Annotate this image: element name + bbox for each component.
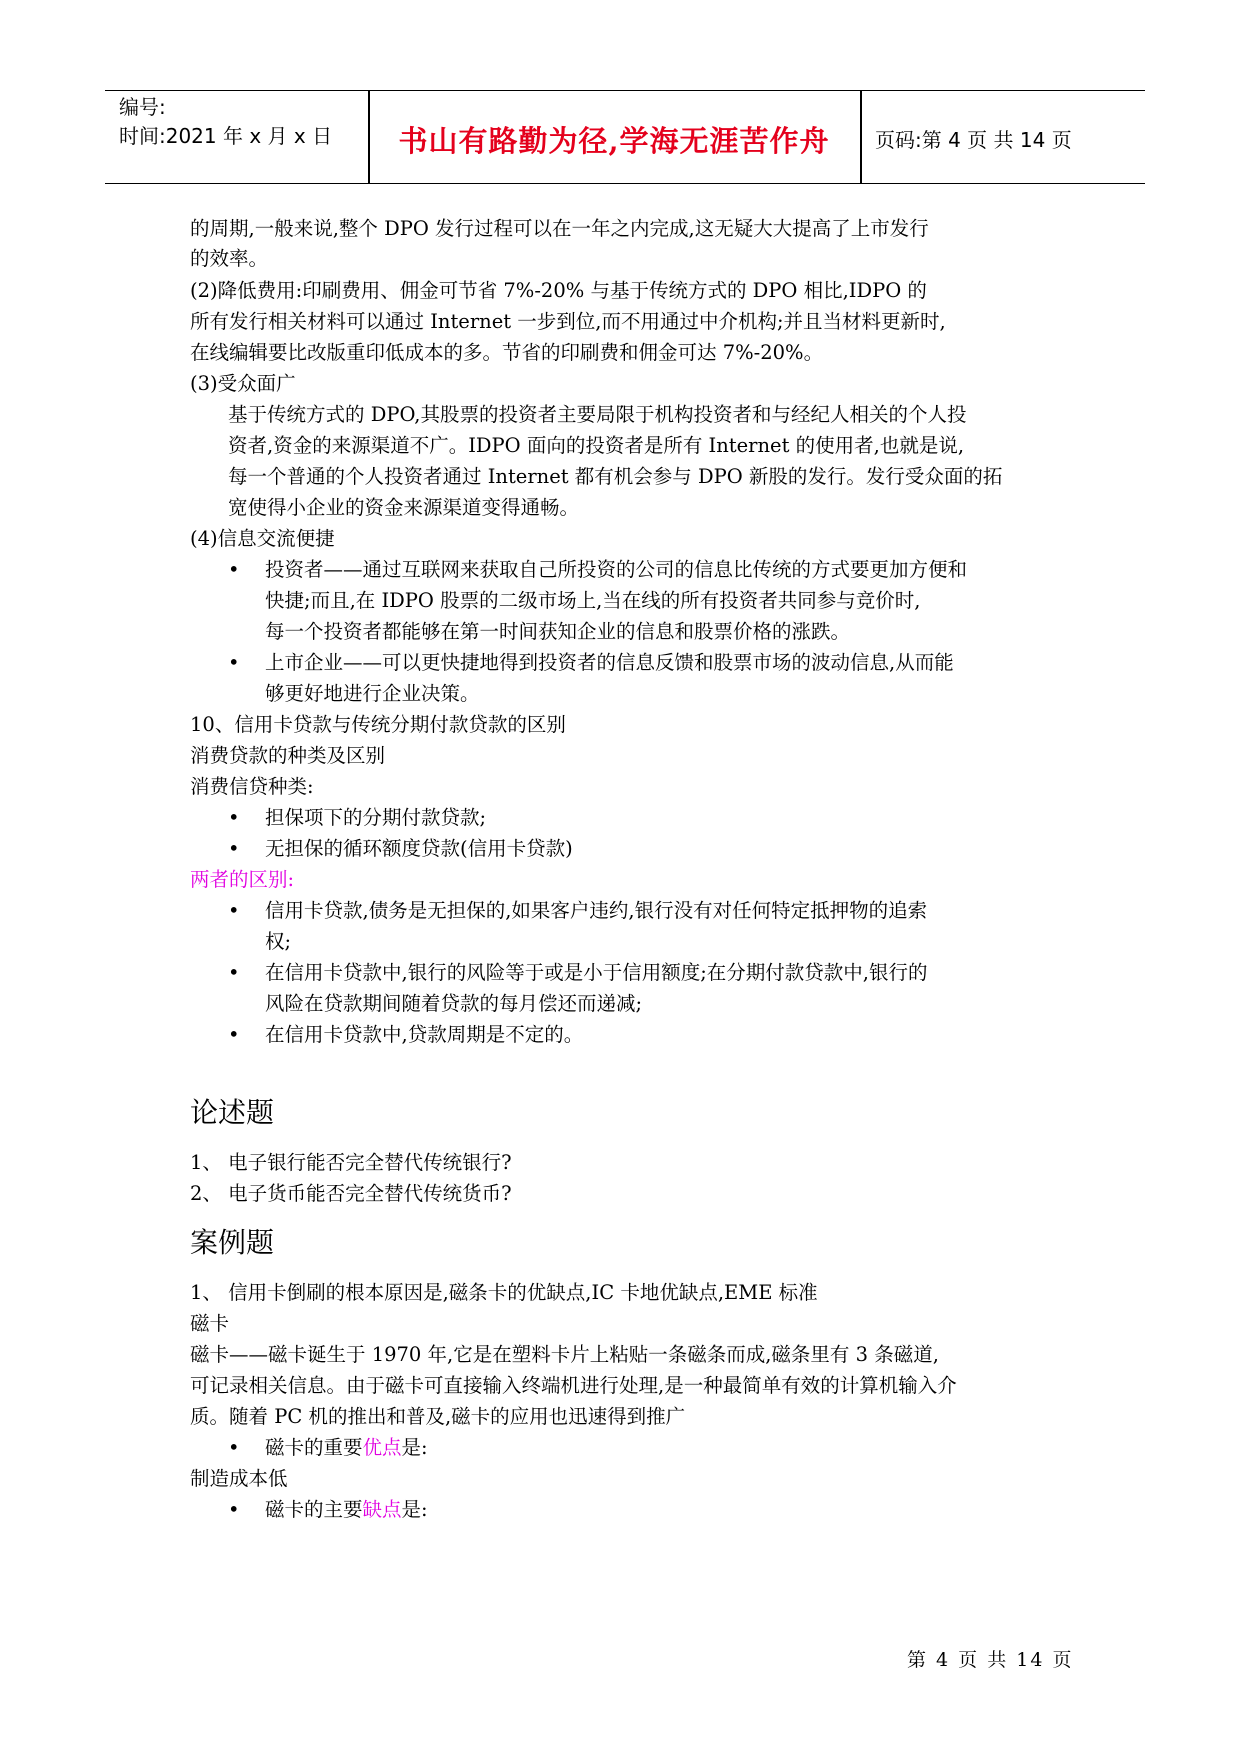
list-item-text: 是:	[401, 1436, 428, 1459]
header-page-code: 页码:第 4 页 共 14 页	[875, 128, 1072, 152]
header-divider	[860, 91, 862, 183]
text-line: 所有发行相关材料可以通过 Internet 一步到位,而不用通过中介机构;并且当材料更新时,	[190, 310, 946, 333]
text-line: 可记录相关信息。由于磁卡可直接输入终端机进行处理,是一种最简单有效的计算机输入介	[190, 1374, 957, 1397]
number-label: 编号:	[119, 95, 166, 119]
text-line: 基于传统方式的 DPO,其股票的投资者主要局限于机构投资者和与经纪人相关的个人投	[228, 403, 967, 426]
text-line: 的周期,一般来说,整个 DPO 发行过程可以在一年之内完成,这无疑大大提高了上市发行	[190, 217, 929, 240]
list-item: 无担保的循环额度贷款(信用卡贷款)	[265, 837, 573, 860]
list-item: 投资者——通过互联网来获取自己所投资的公司的信息比传统的方式要更加方便和	[265, 558, 968, 581]
list-item-text: 磁卡的主要	[265, 1498, 363, 1521]
question-item: 1、 电子银行能否完全替代传统银行?	[190, 1151, 512, 1174]
bullet-icon: •	[228, 837, 240, 860]
list-item: 权;	[265, 930, 292, 953]
page-header	[105, 90, 1145, 184]
text-line: 每一个普通的个人投资者通过 Internet 都有机会参与 DPO 新股的发行。发行受众面的拓	[228, 465, 1003, 488]
bullet-icon: •	[228, 806, 240, 829]
list-item: 担保项下的分期付款贷款;	[265, 806, 487, 829]
text-line: (2)降低费用:印刷费用、佣金可节省 7%-20% 与基于传统方式的 DPO 相比,IDPO 的	[190, 279, 927, 302]
text-line: 资者,资金的来源渠道不广。IDPO 面向的投资者是所有 Internet 的使用者,也就是说,	[228, 434, 965, 457]
bullet-icon: •	[228, 558, 240, 581]
question-item: 2、 电子货币能否完全替代传统货币?	[190, 1182, 512, 1205]
bullet-icon: •	[228, 1436, 240, 1459]
list-item: 快捷;而且,在 IDPO 股票的二级市场上,当在线的所有投资者共同参与竞价时,	[265, 589, 921, 612]
text-line: 10、信用卡贷款与传统分期付款贷款的区别	[190, 713, 566, 736]
list-item	[265, 1495, 428, 1525]
text-line: 磁卡	[190, 1312, 230, 1335]
text-line: 制造成本低	[190, 1467, 288, 1490]
list-item: 在信用卡贷款中,银行的风险等于或是小于信用额度;在分期付款贷款中,银行的	[265, 961, 928, 984]
bullet-icon: •	[228, 961, 240, 984]
list-item: 每一个投资者都能够在第一时间获知企业的信息和股票价格的涨跌。	[265, 620, 851, 643]
subheading: (3)受众面广	[190, 372, 296, 395]
page-footer: 第 4 页 共 14 页	[907, 1649, 1074, 1671]
list-item: 在信用卡贷款中,贷款周期是不定的。	[265, 1023, 584, 1046]
text-line: 1、 信用卡倒刷的根本原因是,磁条卡的优缺点,IC 卡地优缺点,EME 标准	[190, 1281, 818, 1304]
text-line: 宽使得小企业的资金来源渠道变得通畅。	[228, 496, 580, 519]
list-item-text: 磁卡的重要	[265, 1436, 363, 1459]
text-line: 的效率。	[190, 247, 269, 270]
highlight-word: 优点	[362, 1436, 402, 1459]
text-line: 消费贷款的种类及区别	[190, 744, 386, 767]
text-line: 消费信贷种类:	[190, 775, 314, 798]
highlight-label: 两者的区别:	[190, 868, 295, 891]
list-item-text: 是:	[401, 1498, 428, 1521]
highlight-word: 缺点	[362, 1498, 402, 1521]
bullet-icon: •	[228, 651, 240, 674]
text-line: 磁卡——磁卡诞生于 1970 年,它是在塑料卡片上粘贴一条磁条而成,磁条里有 3 条磁道,	[190, 1343, 939, 1366]
list-item: 上市企业——可以更快捷地得到投资者的信息反馈和股票市场的波动信息,从而能	[265, 651, 954, 674]
section-heading: 案例题	[190, 1226, 275, 1259]
list-item: 够更好地进行企业决策。	[265, 682, 480, 705]
bullet-icon: •	[228, 1498, 240, 1521]
list-item	[265, 1433, 428, 1463]
header-motto: 书山有路勤为径,学海无涯苦作舟	[398, 124, 830, 158]
list-item: 信用卡贷款,债务是无担保的,如果客户违约,银行没有对任何特定抵押物的追索	[265, 899, 928, 922]
section-heading: 论述题	[190, 1096, 275, 1129]
list-item: 风险在贷款期间随着贷款的每月偿还而递减;	[265, 992, 643, 1015]
text-line: 质。随着 PC 机的推出和普及,磁卡的应用也迅速得到推广	[190, 1405, 686, 1428]
bullet-icon: •	[228, 899, 240, 922]
time-label: 时间:2021 年 x 月 x 日	[119, 124, 333, 148]
subheading: (4)信息交流便捷	[190, 527, 335, 550]
bullet-icon: •	[228, 1023, 240, 1046]
header-left	[119, 93, 332, 151]
text-line: 在线编辑要比改版重印低成本的多。节省的印刷费和佣金可达 7%-20%。	[190, 341, 824, 364]
